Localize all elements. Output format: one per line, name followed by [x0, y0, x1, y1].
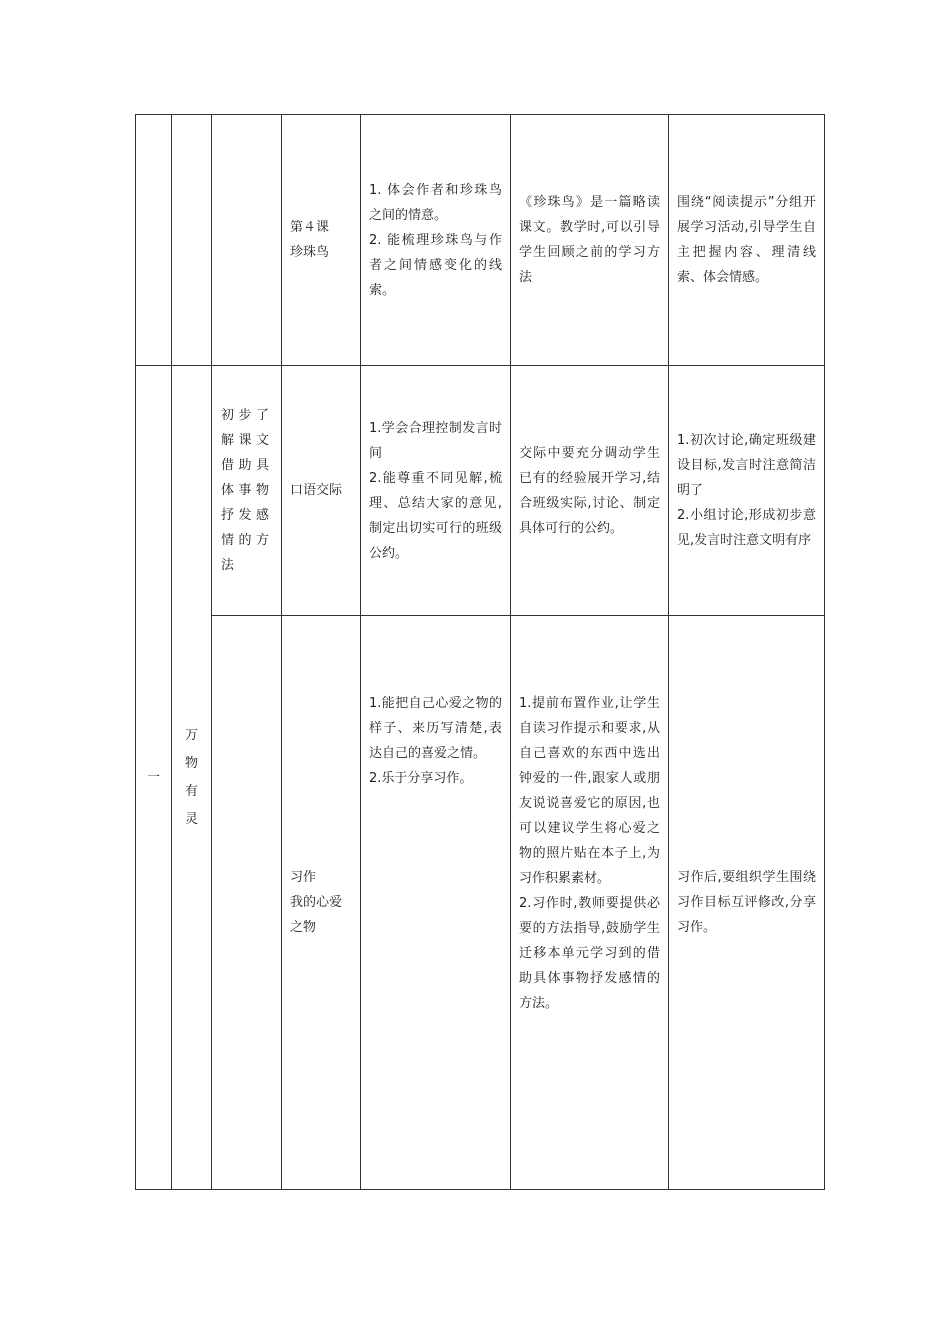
unit-goal-cell — [212, 115, 282, 366]
goals-cell — [361, 616, 511, 1190]
unit-name: 万 物 有 灵 — [184, 727, 198, 827]
lesson-goals: 1.学会合理控制发言时间 2.能尊重不同见解,梳理、总结大家的意见,制定出切实可行的班级公约。 — [369, 420, 502, 561]
unit-name-cell — [172, 115, 212, 366]
suggestion-cell — [511, 115, 669, 366]
lesson-plan-table — [135, 114, 825, 1190]
unit-name-cell — [172, 366, 212, 1190]
activity-cell — [669, 366, 825, 616]
learning-activity: 围绕“阅读提示”分组开展学习活动,引导学生自主把握内容、理清线索、体会情感。 — [677, 195, 816, 285]
goals-cell — [361, 115, 511, 366]
activity-cell — [669, 616, 825, 1190]
learning-activity: 1.初次讨论,确定班级建设目标,发言时注意简洁明了 2.小组讨论,形成初步意见,发言时注意文明有序 — [677, 433, 816, 548]
unit-number-cell — [136, 115, 172, 366]
table-row — [136, 366, 825, 616]
lesson-cell — [282, 366, 361, 616]
learning-activity: 习作后,要组织学生围绕习作目标互评修改,分享习作。 — [677, 870, 816, 935]
unit-number: 一 — [146, 769, 160, 785]
unit-goal: 初步了解课文借助具体事物抒发感情的方法 — [221, 408, 272, 573]
teaching-suggestion: 交际中要充分调动学生已有的经验展开学习,结合班级实际,讨论、制定具体可行的公约。 — [519, 445, 660, 536]
lesson-goals: 1. 体会作者和珍珠鸟之间的情意。 2. 能梳理珍珠鸟与作者之间情感变化的线索。 — [369, 182, 502, 298]
unit-goal-cell — [212, 366, 282, 616]
teaching-suggestion: 《珍珠鸟》是一篇略读课文。教学时,可以引导学生回顾之前的学习方法 — [519, 195, 660, 285]
unit-goal-cell — [212, 616, 282, 1190]
table-row — [136, 616, 825, 1190]
lesson-title: 习作 我的心爱之物 — [290, 870, 343, 935]
suggestion-cell — [511, 366, 669, 616]
teaching-suggestion: 1.提前布置作业,让学生自读习作提示和要求,从自己喜欢的东西中选出钟爱的一件,跟家人或朋友说说喜爱它的原因,也可以建议学生将心爱之物的照片贴在本子上,为习作积累素材。 2.习作时,教师要提供必要的方法指导,鼓励学生迁移本单元学习到的借助具体事物抒发感情的方法。 — [519, 696, 660, 1011]
activity-cell — [669, 115, 825, 366]
unit-number-cell — [136, 366, 172, 1190]
lesson-goals: 1.能把自己心爱之物的样子、来历写清楚,表达自己的喜爱之情。 2.乐于分享习作。 — [369, 696, 502, 786]
lesson-cell — [282, 616, 361, 1190]
lesson-title: 第４课 珍珠鸟 — [290, 220, 330, 260]
lesson-title: 口语交际 — [290, 483, 343, 498]
suggestion-cell — [511, 616, 669, 1190]
table-row — [136, 115, 825, 366]
lesson-cell — [282, 115, 361, 366]
goals-cell — [361, 366, 511, 616]
